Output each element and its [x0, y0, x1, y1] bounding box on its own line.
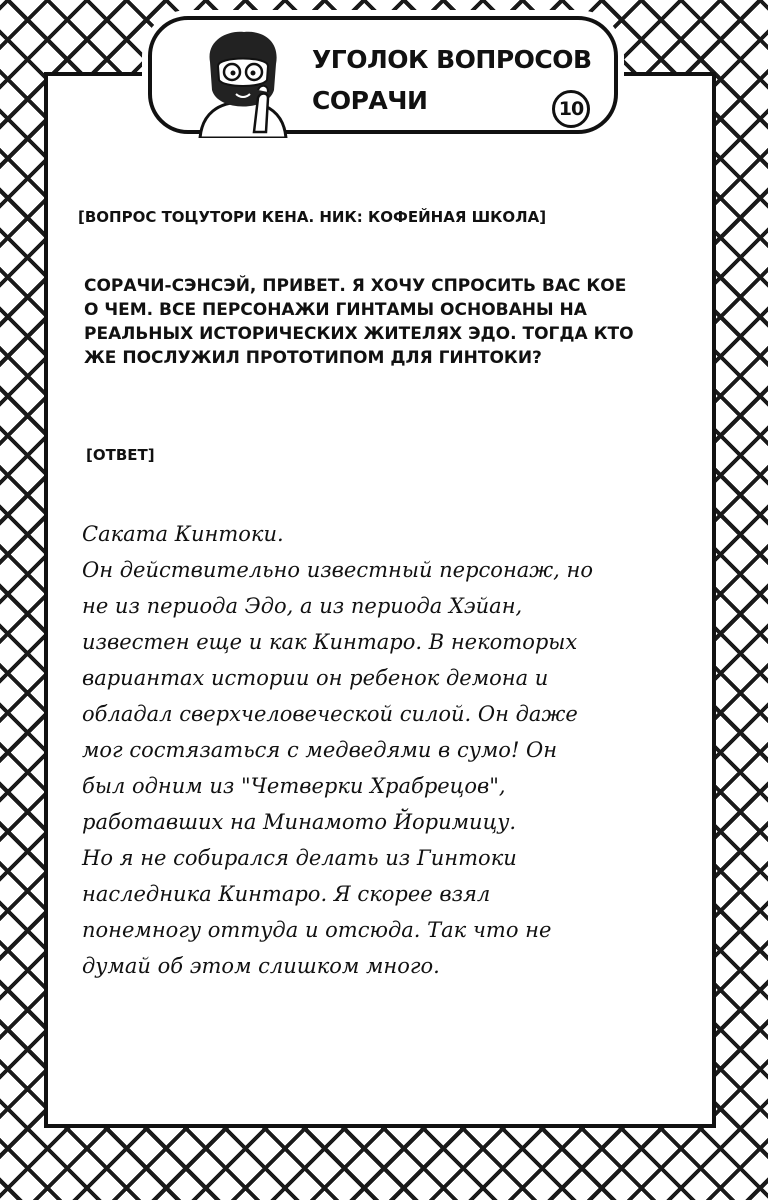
- answer-line: вариантах истории он ребенок демона и: [82, 666, 549, 690]
- answer-header: [ОТВЕТ]: [86, 446, 155, 464]
- answer-line: наследника Кинтаро. Я скорее взял: [82, 882, 491, 906]
- issue-number-badge: 10: [552, 90, 590, 128]
- question-header: [ВОПРОС ТОЦУТОРИ КЕНА. НИК: КОФЕЙНАЯ ШКОЛА]: [78, 208, 547, 226]
- title-line-2: СОРАЧИ: [312, 86, 428, 115]
- answer-line: Он действительно известный персонаж, но: [82, 558, 593, 582]
- question-line: ЖЕ ПОСЛУЖИЛ ПРОТОТИПОМ ДЛЯ ГИНТОКИ?: [84, 348, 542, 368]
- answer-line: Саката Кинтоки.: [82, 522, 284, 546]
- author-avatar-icon: [188, 28, 298, 138]
- question-line: О ЧЕМ. ВСЕ ПЕРСОНАЖИ ГИНТАМЫ ОСНОВАНЫ НА: [84, 300, 587, 320]
- title-banner: [148, 16, 618, 134]
- answer-line: известен еще и как Кинтаро. В некоторых: [82, 630, 578, 654]
- answer-line: мог состязаться с медведями в сумо! Он: [82, 738, 558, 762]
- answer-line: был одним из "Четверки Храбрецов",: [82, 774, 506, 798]
- question-line: СОРАЧИ-СЭНСЭЙ, ПРИВЕТ. Я ХОЧУ СПРОСИТЬ ВАС КОЕ: [84, 276, 627, 296]
- answer-line: думай об этом слишком много.: [82, 954, 440, 978]
- answer-line: обладал сверхчеловеческой силой. Он даже: [82, 702, 578, 726]
- answer-line: понемногу оттуда и отсюда. Так что не: [82, 918, 552, 942]
- answer-line: Но я не собирался делать из Гинтоки: [82, 846, 517, 870]
- question-line: РЕАЛЬНЫХ ИСТОРИЧЕСКИХ ЖИТЕЛЯХ ЭДО. ТОГДА КТО: [84, 324, 634, 344]
- answer-line: не из периода Эдо, а из периода Хэйан,: [82, 594, 523, 618]
- answer-line: работавших на Минамото Йоримицу.: [82, 810, 517, 834]
- title-line-1: УГОЛОК ВОПРОСОВ: [312, 45, 592, 74]
